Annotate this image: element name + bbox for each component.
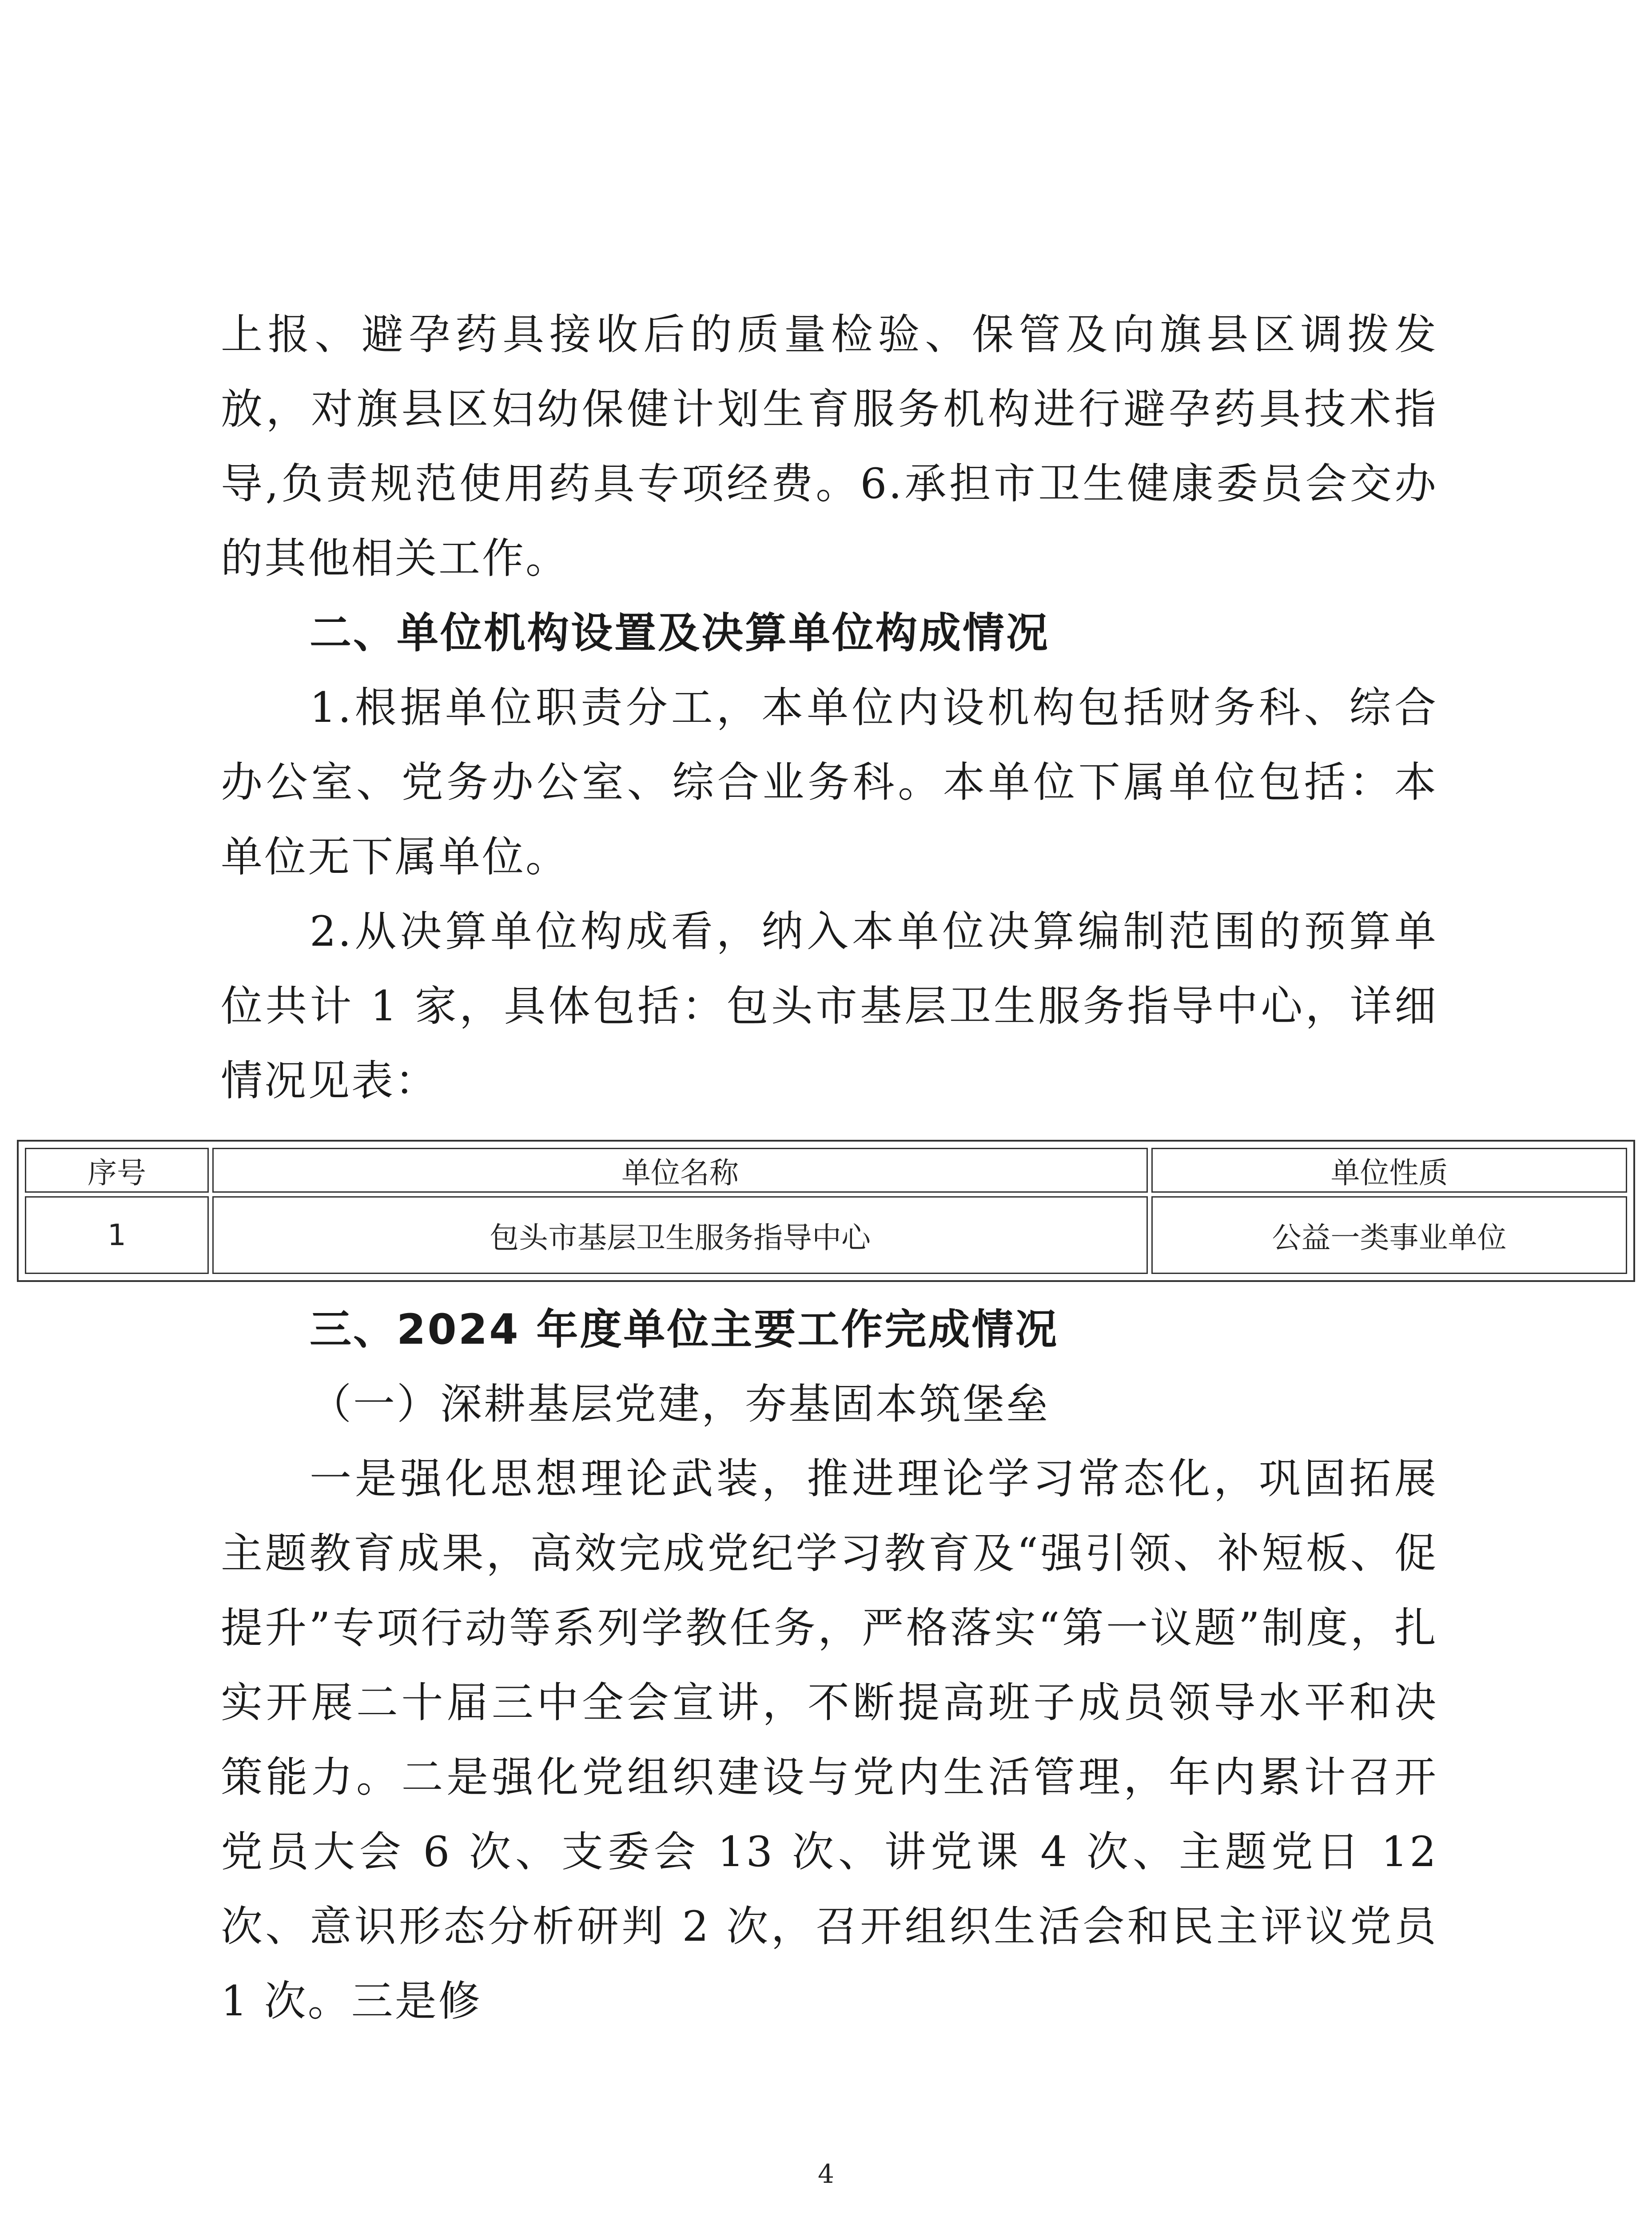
header-unit-type: 单位性质 [1151, 1148, 1627, 1193]
intro-paragraph: 上报、避孕药具接收后的质量检验、保管及向旗县区调拨发放，对旗县区妇幼保健计划生育服务机构进行避孕药具技术指导,负责规范使用药具专项经费。6.承担市卫生健康委员会交办的其他相关工作。 [221, 310, 1438, 583]
section-2-paragraph-1: 1.根据单位职责分工，本单位内设机构包括财务科、综合办公室、党务办公室、综合业务科。本单位下属单位包括：本单位无下属单位。 [221, 684, 1438, 881]
upper-text-block [221, 298, 1438, 1118]
page-number: 4 [818, 2159, 834, 2189]
section-3-subheading: （一）深耕基层党建，夯基固本筑堡垒 [310, 1380, 1050, 1429]
section-3-paragraph-1: 一是强化思想理论武装，推进理论学习常态化，巩固拓展主题教育成果，高效完成党纪学习教育及“强引领、补短板、促提升”专项行动等系列学教任务，严格落实“第一议题”制度，扎实开展二十届三中全会宣讲，不断提高班子成员领导水平和决策能力。二是强化党组织建设与党内生活管理，年内累计召开党员大会 6 次、支委会 13 次、讲党课 4 次、主题党日 12 次、意识形态分析研判 2 次，召开组织生活会和民主评议党员 1 次。三是修 [221, 1455, 1438, 2026]
section-2-heading: 二、单位机构设置及决算单位构成情况 [310, 609, 1050, 657]
header-unit-name: 单位名称 [212, 1148, 1148, 1193]
section-2-paragraph-2: 2.从决算单位构成看，纳入本单位决算编制范围的预算单位共计 1 家，具体包括：包头市基层卫生服务指导中心，详细情况见表： [221, 908, 1438, 1105]
cell-unit-name: 包头市基层卫生服务指导中心 [212, 1196, 1148, 1274]
table-header-row [25, 1148, 1627, 1193]
lower-text-block [221, 1293, 1438, 2039]
section-3-heading: 三、2024 年度单位主要工作完成情况 [310, 1306, 1059, 1354]
unit-table-grid [21, 1144, 1631, 1278]
header-index: 序号 [25, 1148, 209, 1193]
cell-unit-type: 公益一类事业单位 [1151, 1196, 1627, 1274]
cell-index: 1 [25, 1196, 209, 1274]
unit-composition-table [17, 1140, 1635, 1282]
table-row [25, 1196, 1627, 1274]
